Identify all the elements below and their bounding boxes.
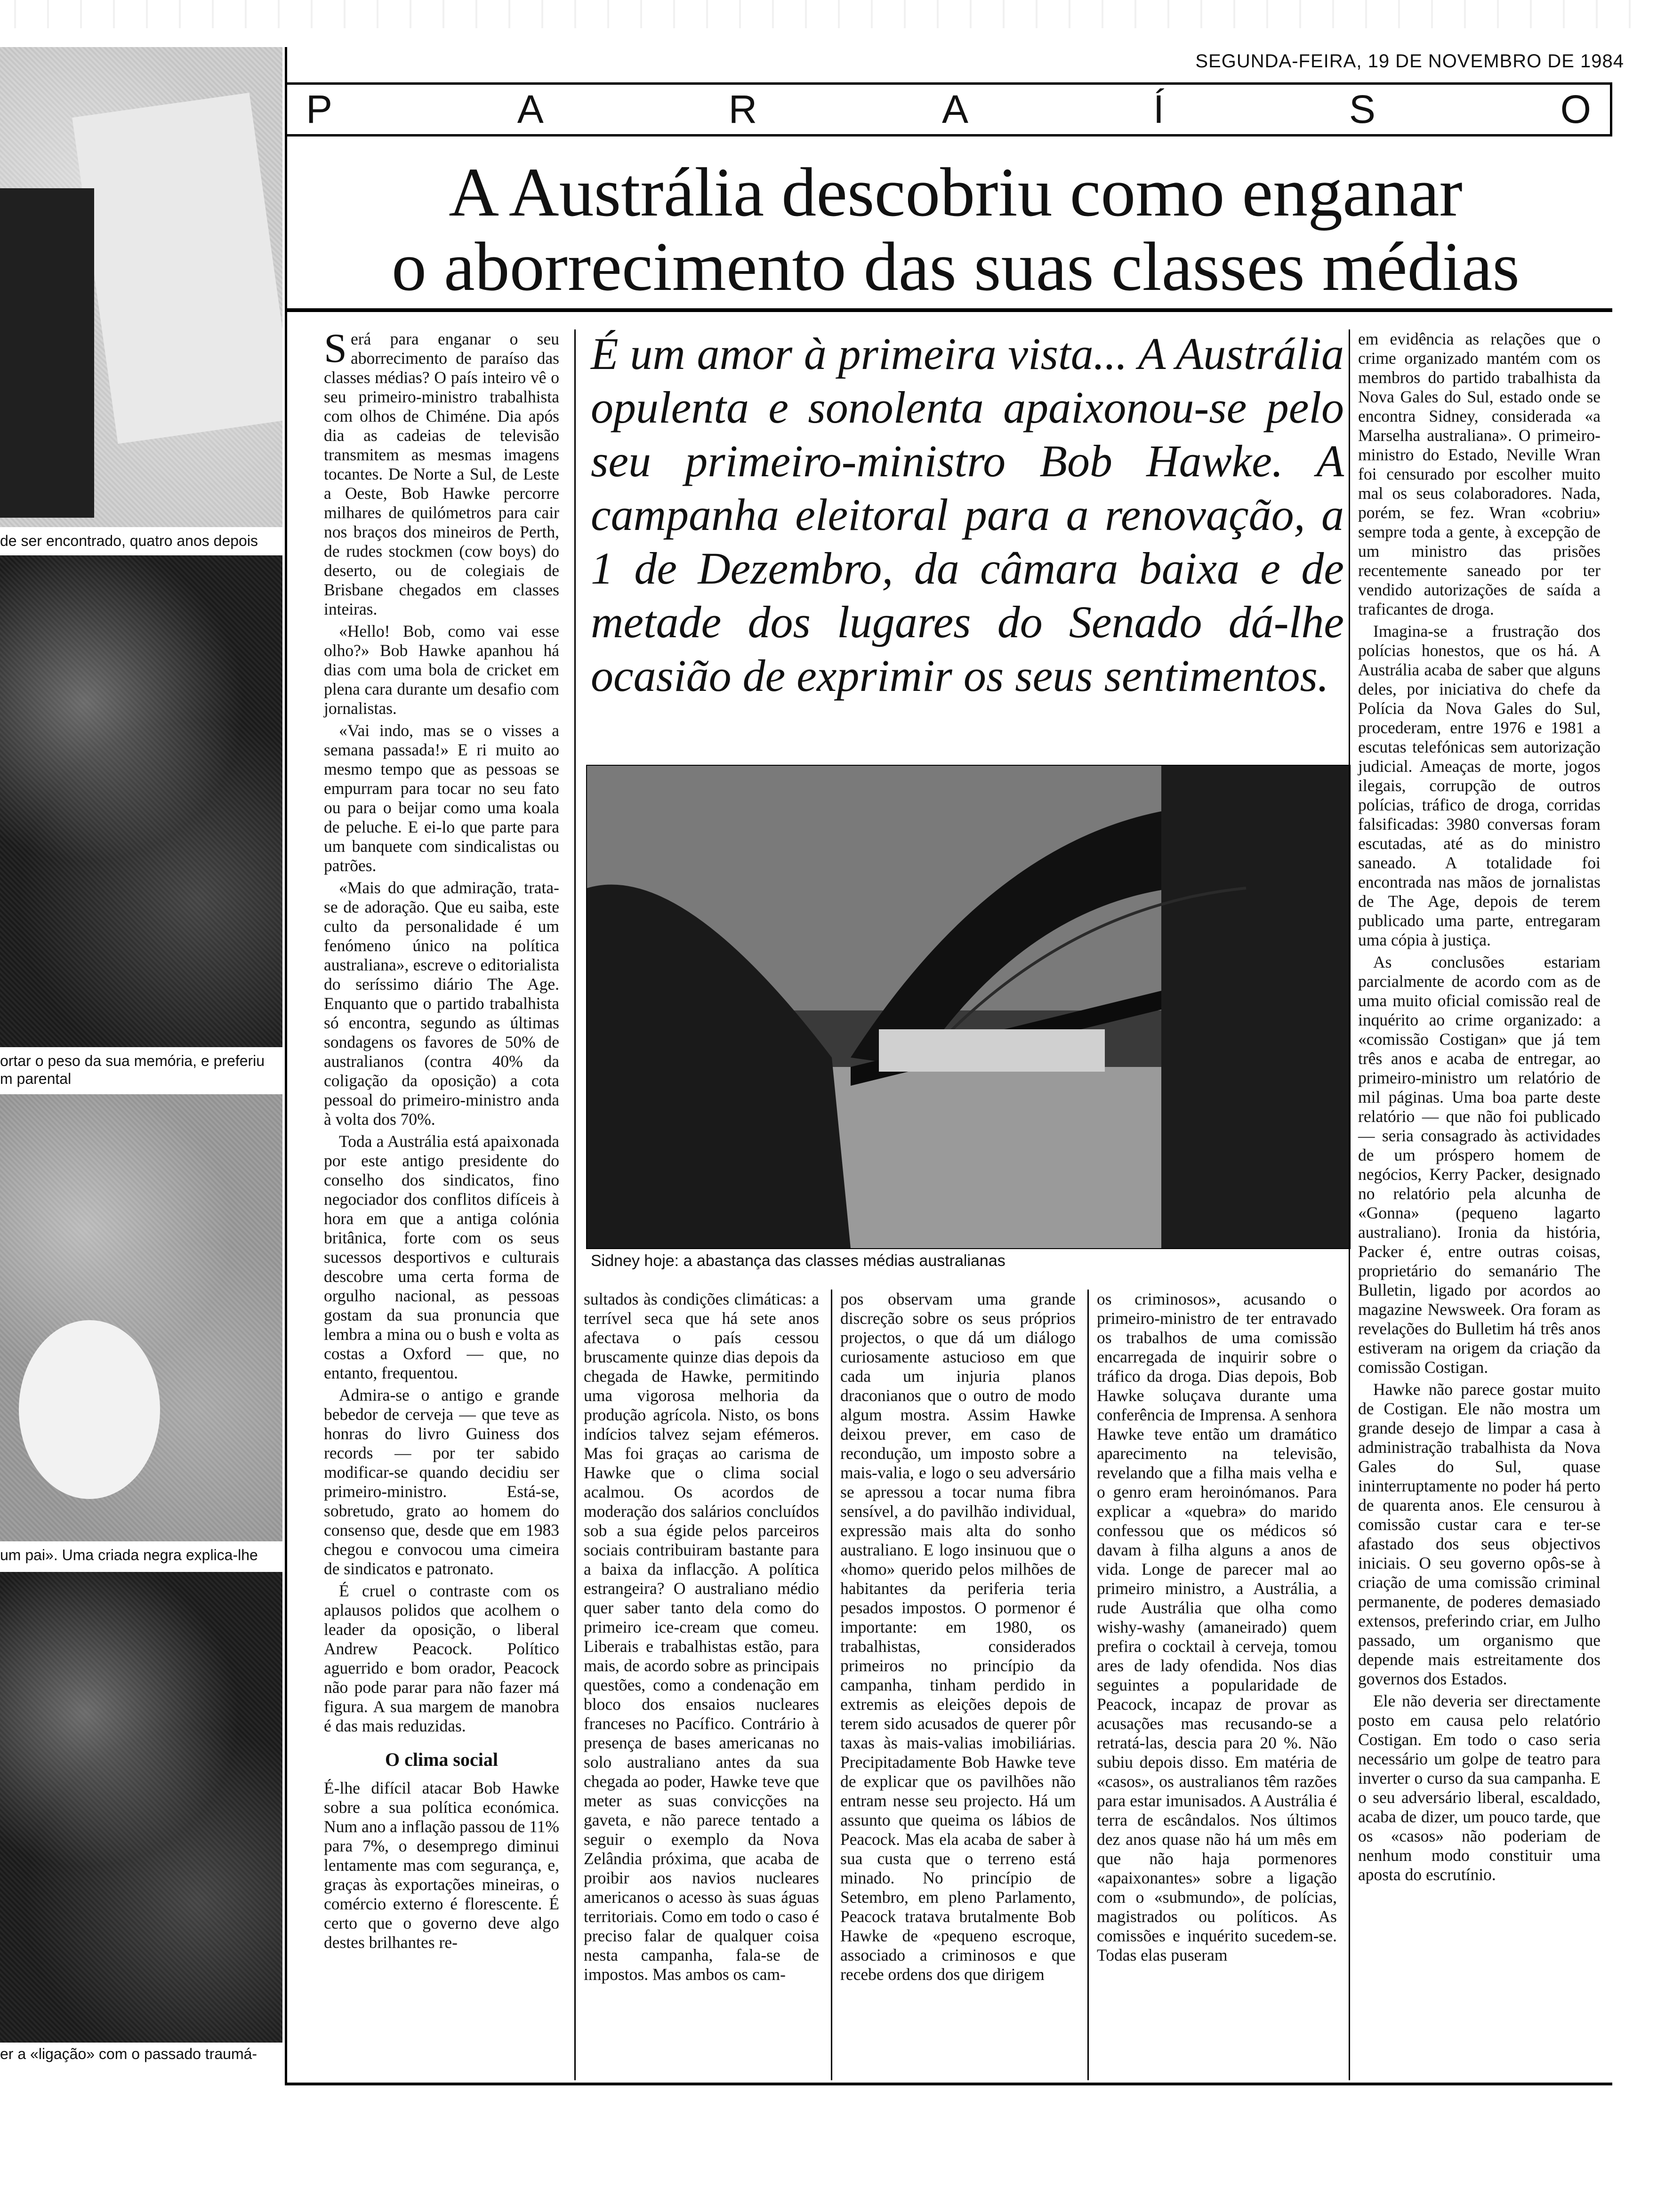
page-fold-line: [285, 47, 287, 2085]
paragraph: Admira-se o antigo e grande bebedor de cerveja — que teve as honras do livro Guiness dos records — por ter sabido modificar-se quando decidiu ser primeiro-ministro. Está-se, sobretudo, grato ao homem do consenso que, desde que em 1983 chegou e convocou uma cimeira de sindicatos e patronato.: [324, 1386, 559, 1578]
section-letter: Í: [1153, 87, 1165, 131]
section-letter: P: [306, 87, 333, 131]
headline-line-1: A Austrália descobriu como enganar: [449, 154, 1463, 231]
paragraph: Imagina-se a frustração dos polícias honestos, que os há. A Austrália acaba de saber que alguns deles, por iniciativa do chefe da Polícia da Nova Gales do Sul, procederam, entre 1976 e 1981 a escutas telefónicas sem autorização judicial. Ameaças de morte, jogos ilegais, corrupção de outros polícias, tráfico de droga, corridas falsificadas: 3980 conversas foram escutadas, até as do ministro saneado. A totalidade foi encontrada nas mãos de jornalistas de The Age, depois de terem publicado uma parte, entregaram uma cópia à justiça.: [1358, 622, 1601, 949]
article-column-3: [840, 1290, 1076, 1987]
section-letter: O: [1560, 87, 1591, 131]
paragraph: «Hello! Bob, como vai esse olho?» Bob Hawke apanhou há dias com uma bola de cricket em plena cara durante um desafio com jornalistas.: [324, 622, 559, 718]
section-letter: R: [728, 87, 757, 131]
paragraph: É-lhe difícil atacar Bob Hawke sobre a sua política económica. Num ano a inflação passou de 11% para 7%, o desemprego diminui lentamente mas com segurança, e, graças às exportações mineiras, o comércio externo é florescente. É certo que o governo deve algo destes brilhantes re-: [324, 1779, 559, 1952]
strip-caption-1: de ser encontrado, quatro anos depois: [0, 532, 258, 549]
paragraph: Toda a Austrália está apaixonada por este antigo presidente do conselho dos sindicatos, fino negociador dos conflitos difíceis à hora em que a antiga colónia britânica, forte com os seus sucessos desportivos e culturais descobre uma certa forma de orgulho nacional, as pessoas gostam da sua pronuncia que lembra a mina ou o bush e volta as costas a Oxford — que, no entanto, frequentou.: [324, 1132, 559, 1382]
strip-photo-3: [0, 1094, 282, 1541]
bottom-rule: [285, 2083, 1612, 2085]
strip-photo-2: [0, 555, 282, 1047]
bridge-illustration: [587, 766, 1350, 1248]
column-rule: [1087, 1290, 1089, 2080]
paragraph: os criminosos», acusando o primeiro-ministro de ter entravado os trabalhos de uma comissão encarregada de inquirir sobre o tráfico da droga. Dias depois, Bob Hawke soluçava durante uma conferência de Imprensa. A senhora Hawke teve então um dramático aparecimento na televisão, revelando que a filha mais velha e o genro eram heroinómanos. Para explicar a «quebra» do marido confessou que os médicos só davam à filha alguns a anos de vida. Longe de parecer mal ao primeiro ministro, a Austrália, a rude Austrália que olha como wishy-washy (amaneirado) quem prefira o cocktail à cerveja, tomou ares de lady ofendida. Nos dias seguintes a popularidade de Peacock, incapaz de provar as acusações mas recusando-se a retratá-las, descia para 20 %. Não subiu depois disso. Em matéria de «casos», os australianos têm razões para estar imunisados. A Austrália é terra de escândalos. Nos últimos dez anos quase não há um mês em que não haja pormenores «apaixonantes» sobre a ligação com o «submundo», de polícias, magistrados ou políticos. As comissões e inquérito sucedem-se. Todas elas puseram: [1097, 1290, 1337, 1964]
scan-noise: [0, 0, 1657, 28]
headline-rule: [285, 308, 1612, 312]
article-column-1: [324, 326, 559, 1955]
lead-paragraph: É um amor à primeira vista... A Austrália opulenta e sonolenta apaixonou-se pelo seu primeiro-ministro Bob Hawke. A campanha eleitoral para a renovação, a 1 de Dezembro, da câmara baixa e de metade dos lugares do Senado dá-lhe ocasião de exprimir os seus sentimentos.: [591, 329, 1344, 701]
section-bar: [285, 82, 1612, 136]
paragraph: Hawke não parece gostar muito de Costigan. Ele não mostra um grande desejo de limpar a casa à administração trabalhista da Nova Gales do Sul, quase ininterruptamente no poder há perto de quarenta anos. Ele censurou à comissão custar cara e ter-se afastado dos seus objectivos iniciais. O seu governo opôs-se à criação de uma comissão criminal permanente, de poderes demasiado extensos, preferindo criar, em Julho passado, um organismo que depende mais estreitamente dos governos dos Estados.: [1358, 1380, 1601, 1688]
dateline: SEGUNDA-FEIRA, 19 DE NOVEMBRO DE 1984: [1195, 51, 1624, 72]
paragraph: pos observam uma grande discreção sobre os seus próprios projectos, o que dá um diálogo curiosamente astucioso em que cada um injuria planos draconianos que o outro de modo algum mostra. Assim Hawke deixou prever, em caso de recondução, um imposto sobre a mais-valia, e logo o seu adversário se apressou a tocar numa fibra sensível, a do pavilhão individual, expressão mais alta do sonho australiano. E logo insinuou que o «homo» querido pelos milhões de habitantes da periferia teria pesados impostos. O pormenor é importante: em 1980, os trabalhistas, considerados primeiros no princípio da campanha, tinham perdido in extremis as eleições depois de terem sido acusados de querer pôr taxas às mais-valias imobiliárias. Precipitadamente Bob Hawke teve de explicar que os pavilhões não entram nesse seu projecto. Há um assunto que queima os lábios de Peacock. Mas ela acaba de saber à sua custa que o terreno está minado. No princípio de Setembro, em pleno Parlamento, Peacock tratava brutalmente Bob Hawke de «pequeno escroque, associado a criminosos e que recebe ordens dos que dirigem: [840, 1290, 1076, 1984]
paragraph: As conclusões estariam parcialmente de acordo com as de uma muito oficial comissão real de inquérito ao crime organizado: a «comissão Costigan» que já tem três anos e acaba de entregar, ao primeiro-ministro um relatório de mil páginas. Uma boa parte deste relatório — que não foi publicado — seria consagrado às actividades de um próspero homem de negócios, Kerry Packer, designado no relatório pela alcunha de «Gonna» (pequeno lagarto australiano). Ironia da história, Packer é, entre outras coisas, proprietário do semanário The Bulletin, ligado por acordos ao magazine Newsweek. Ora foram as revelações do Bulletim há três anos estiveram na origem da criação da comissão Costigan.: [1358, 953, 1601, 1377]
headline: [320, 155, 1591, 304]
subheading: O clima social: [385, 1749, 498, 1770]
paragraph: É cruel o contraste com os aplausos polidos que acolhem o leader da oposição, o liberal Andrew Peacock. Político aguerrido e bom orador, Peacock não pode parar para não fazer má figura. A sua margem de manobra é das mais reduzidas.: [324, 1581, 559, 1735]
paragraph: sultados às condições climáticas: a terrível seca que há sete anos afectava o país cessou bruscamente quinze dias depois da chegada de Hawke, permitindo uma vigorosa melhoria da produção agrícola. Nisto, os bons indícios talvez sejam efémeros. Mas foi graças ao carisma de Hawke que o clima social acalmou. Os acordos de moderação dos salários concluídos sob a sua égide pelos parceiros sociais contribuiram bastante para a baixa da inflacção. A política estrangeira? O australiano médio quer saber tanto dela como do primeiro ice-cream que comeu. Liberais e trabalhistas estão, para mais, de acordo sobre as principais questões, como a condenação em bloco dos ensaios nucleares franceses no Pacífico. Contrário à presença de bases americanas no solo australiano antes da sua chegada ao poder, Hawke teve que meter as suas convicções na gaveta, e não parece tentado a seguir o exemplo da Nova Zelândia próxima, que acaba de proibir aos navios nucleares americanos o acesso às suas águas territoriais. Como em todo o caso é preciso falar de qualquer coisa nesta campanha, fala-se de impostos. Mas ambos os cam-: [584, 1290, 819, 1984]
dropcap: S: [324, 326, 347, 371]
paragraph: erá para enganar o seu aborrecimento de paraíso das classes médias? O país inteiro vê o seu primeiro-ministro trabalhista com olhos de Chiméne. Dia após dia as cadeias de televisão transmitem as mesmas imagens tocantes. De Norte a Sul, de Leste a Oeste, Bob Hawke percorre milhares de quilómetros para cair nos braços dos mineiros de Perth, de rudes stockmen (cow boys) do deserto, ou de colegiais de Brisbane chegados em classes inteiras.: [324, 329, 559, 618]
paragraph: «Vai indo, mas se o visses a semana passada!» E ri muito ao mesmo tempo que as pessoas se empurram para tocar no seu fato ou para o beijar como uma koala de peluche. E ei-lo que parte para um banquete com sindicalistas ou patrões.: [324, 721, 559, 875]
photo-caption: Sidney hoje: a abastança das classes médias australianas: [591, 1252, 1005, 1270]
sydney-bridge-photo: [586, 765, 1351, 1249]
section-letter: A: [517, 87, 544, 131]
strip-caption-2a: ortar o peso da sua memória, e preferiu: [0, 1052, 265, 1069]
column-rule: [831, 1290, 832, 2080]
article-column-5: [1358, 329, 1601, 1887]
article-column-2: [584, 1290, 819, 1987]
paragraph: Ele não deveria ser directamente posto em causa pelo relatório Costigan. Em todo o caso seria necessário um golpe de teatro para inverter o curso da sua campanha. E o seu adversário liberal, escaldado, acaba de dizer, um pouco tarde, que os «casos» não poderiam de nenhum modo constituir uma aposta do escrutínio.: [1358, 1691, 1601, 1884]
paragraph: em evidência as relações que o crime organizado mantém com os membros do partido trabalhista da Nova Gales do Sul, estado onde se encontra Sidney, considerada «a Marselha australiana». O primeiro-ministro do Estado, Neville Wran foi censurado por escolher muito mal os seus colaboradores. Nada, porém, se fez. Wran «cobriu» sempre toda a gente, à excepção de um ministro das prisões recentemente saneado por ter vendido autorizações de saída a traficantes de droga.: [1358, 329, 1601, 618]
strip-caption-3: um pai». Uma criada negra explica-lhe: [0, 1547, 258, 1563]
left-page-strip: [0, 47, 287, 2062]
article-column-4: [1097, 1290, 1337, 1968]
paragraph: «Mais do que admiração, trata-se de adoração. Que eu saiba, este culto da personalidade é um fenómeno único na política australiana», escreve o editorialista do seríssimo diário The Age. Enquanto que o partido trabalhista só encontra, segundo as últimas sondagens os favores de 50% de australianos (contra 40% da coligação da oposição) a cota pessoal do primeiro-ministro anda à volta dos 70%.: [324, 878, 559, 1129]
section-letter: A: [941, 87, 969, 131]
section-letter: S: [1349, 87, 1375, 131]
strip-photo-4: [0, 1572, 282, 2043]
column-rule: [1349, 329, 1350, 2080]
column-rule: [574, 329, 576, 2080]
headline-line-2: o aborrecimento das suas classes médias: [391, 228, 1520, 305]
newspaper-photo: [0, 47, 282, 527]
strip-caption-4: er a «ligação» com o passado traumá-: [0, 2045, 257, 2062]
strip-caption-2b: m parental: [0, 1070, 72, 1087]
